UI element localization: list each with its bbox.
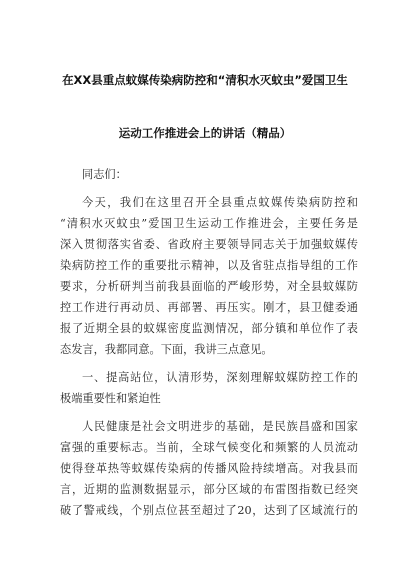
body-line: 控工作进行再动员、再部署、再压实。刚才，县卫健委通 <box>60 301 358 314</box>
document-title-line-1: 在XX县重点蚊媒传染病防控和“清积水灭蚊虫”爱国卫生 <box>62 73 348 87</box>
body-line: 人民健康是社会文明进步的基础，是民族昌盛和国家 <box>82 420 358 433</box>
body-line: 报了近期全县的蚊媒密度监测情况，部分镇和单位作了表 <box>60 322 358 335</box>
section-heading-line: 极端重要性和紧迫性 <box>60 392 161 405</box>
body-line: 破了警戒线，个别点位甚至超过了20，达到了区域流行的 <box>60 504 358 517</box>
body-line: 态发言，我都同意。下面，我讲三点意见。 <box>60 343 273 356</box>
body-line: 富强的重要标志。当前，全球气候变化和频繁的人员流动 <box>60 441 358 454</box>
body-line: 使得登革热等蚊媒传染病的传播风险持续增高。对我县而 <box>60 462 358 475</box>
body-line: “清积水灭蚊虫”爱国卫生运动工作推进会，主要任务是 <box>60 217 358 230</box>
body-line: 言，近期的监测数据显示，部分区域的布雷图指数已经突 <box>60 483 358 496</box>
body-line: 染病防控工作的重要批示精神，以及省驻点指导组的工作 <box>60 259 358 272</box>
body-line: 要求，分析研判当前我县面临的严峻形势，对全县蚊媒防 <box>60 280 358 293</box>
document-title-line-2: 运动工作推进会上的讲话（精品） <box>118 126 292 140</box>
greeting: 同志们： <box>82 168 127 181</box>
body-line: 深入贯彻落实省委、省政府主要领导同志关于加强蚊媒传 <box>60 238 358 251</box>
body-line: 今天，我们在这里召开全县重点蚊媒传染病防控和 <box>82 196 358 209</box>
section-heading-line: 一、提高站位，认清形势，深刻理解蚊媒防控工作的 <box>82 371 358 384</box>
